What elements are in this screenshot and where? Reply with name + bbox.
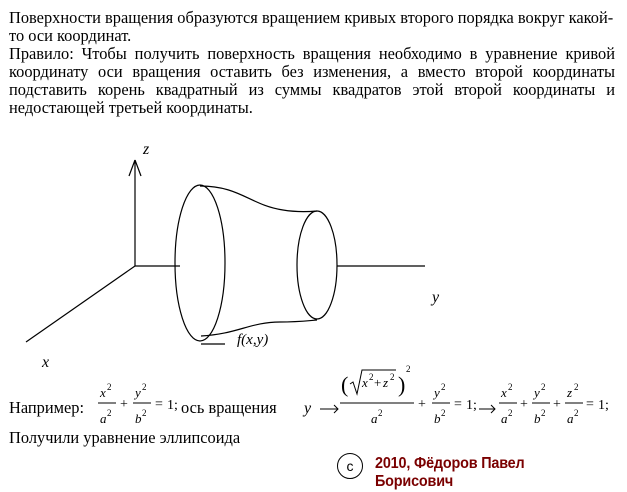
svg-text:=: = — [454, 397, 462, 412]
substituted-term — [340, 364, 462, 426]
ellipse-equation — [98, 382, 163, 426]
svg-text:+: + — [520, 397, 528, 412]
svg-text:2: 2 — [441, 382, 446, 392]
left-cross-section — [175, 185, 225, 341]
substituted-eq-rhs: 1; — [466, 398, 477, 413]
svg-text:(: ( — [341, 372, 349, 397]
svg-text:b: b — [135, 411, 142, 426]
copyright-icon: c — [337, 453, 363, 479]
svg-text:x: x — [501, 385, 507, 400]
axis-phrase: ось вращения — [181, 398, 277, 417]
curve-label: f(x,y) — [237, 332, 269, 348]
svg-text:2: 2 — [378, 408, 383, 418]
svg-text:2: 2 — [541, 382, 546, 392]
right-cross-section — [297, 211, 337, 319]
svg-text:2: 2 — [508, 382, 513, 392]
arrow-icon — [320, 405, 338, 413]
svg-text:z: z — [383, 375, 389, 390]
svg-text:x: x — [100, 385, 106, 400]
svg-text:b: b — [534, 411, 541, 426]
svg-text:y: y — [434, 385, 440, 400]
svg-text:a: a — [371, 411, 378, 426]
svg-text:y: y — [534, 385, 540, 400]
svg-text:+: + — [374, 375, 382, 390]
svg-text:y: y — [135, 385, 141, 400]
example-label: Например: — [9, 398, 85, 417]
ellipsoid-eq-rhs: 1; — [598, 398, 609, 413]
axis-label-x: x — [42, 354, 50, 371]
surface-of-revolution-figure — [0, 128, 627, 378]
svg-text:=: = — [586, 397, 594, 412]
svg-text:2: 2 — [107, 408, 112, 418]
rule-text: Правило: Чтобы получить поверхность вращения необходимо в уравнение кривой координату оси вращения оставить без изменения, а вместо второй координаты подставить корень квадратный из суммы квадратов этой второй координаты и недостающей третьей координаты. — [9, 44, 615, 117]
author-signature: 2010, Фёдоров Павел Борисович — [375, 455, 525, 490]
z-arrow-right — [135, 160, 141, 176]
svg-text:a: a — [501, 411, 508, 426]
svg-text:2: 2 — [142, 382, 147, 392]
ellipsoid-equation — [499, 382, 594, 426]
svg-text:2: 2 — [406, 364, 411, 374]
axis-label-y: y — [432, 289, 440, 306]
svg-text:+: + — [120, 397, 128, 412]
svg-text:2: 2 — [541, 408, 546, 418]
axis-label-z: z — [143, 141, 150, 158]
svg-text:b: b — [434, 411, 441, 426]
x-axis — [26, 266, 135, 342]
z-arrow-left — [129, 160, 135, 176]
svg-text:a: a — [567, 411, 574, 426]
example-formula-row — [9, 356, 619, 436]
intro-text: Поверхности вращения образуются вращением кривых второго порядка вокруг какой-то оси координат. — [9, 8, 614, 45]
svg-text:2: 2 — [390, 372, 395, 382]
rotation-axis-var: y — [304, 400, 312, 417]
svg-text:x: x — [362, 375, 368, 390]
svg-text:2: 2 — [574, 408, 579, 418]
conclusion-text: Получили уравнение эллипсоида — [9, 428, 241, 447]
ellipse-eq-rhs: 1; — [167, 398, 178, 413]
svg-text:a: a — [100, 411, 107, 426]
arrow-icon-2 — [479, 405, 495, 413]
svg-text:+: + — [553, 397, 561, 412]
svg-text:2: 2 — [574, 382, 579, 392]
svg-text:z: z — [567, 385, 573, 400]
svg-text:): ) — [398, 372, 406, 397]
svg-text:2: 2 — [441, 408, 446, 418]
svg-text:2: 2 — [142, 408, 147, 418]
svg-text:=: = — [155, 397, 163, 412]
svg-text:2: 2 — [107, 382, 112, 392]
svg-text:2: 2 — [508, 408, 513, 418]
svg-text:2: 2 — [369, 372, 374, 382]
svg-text:+: + — [418, 397, 426, 412]
